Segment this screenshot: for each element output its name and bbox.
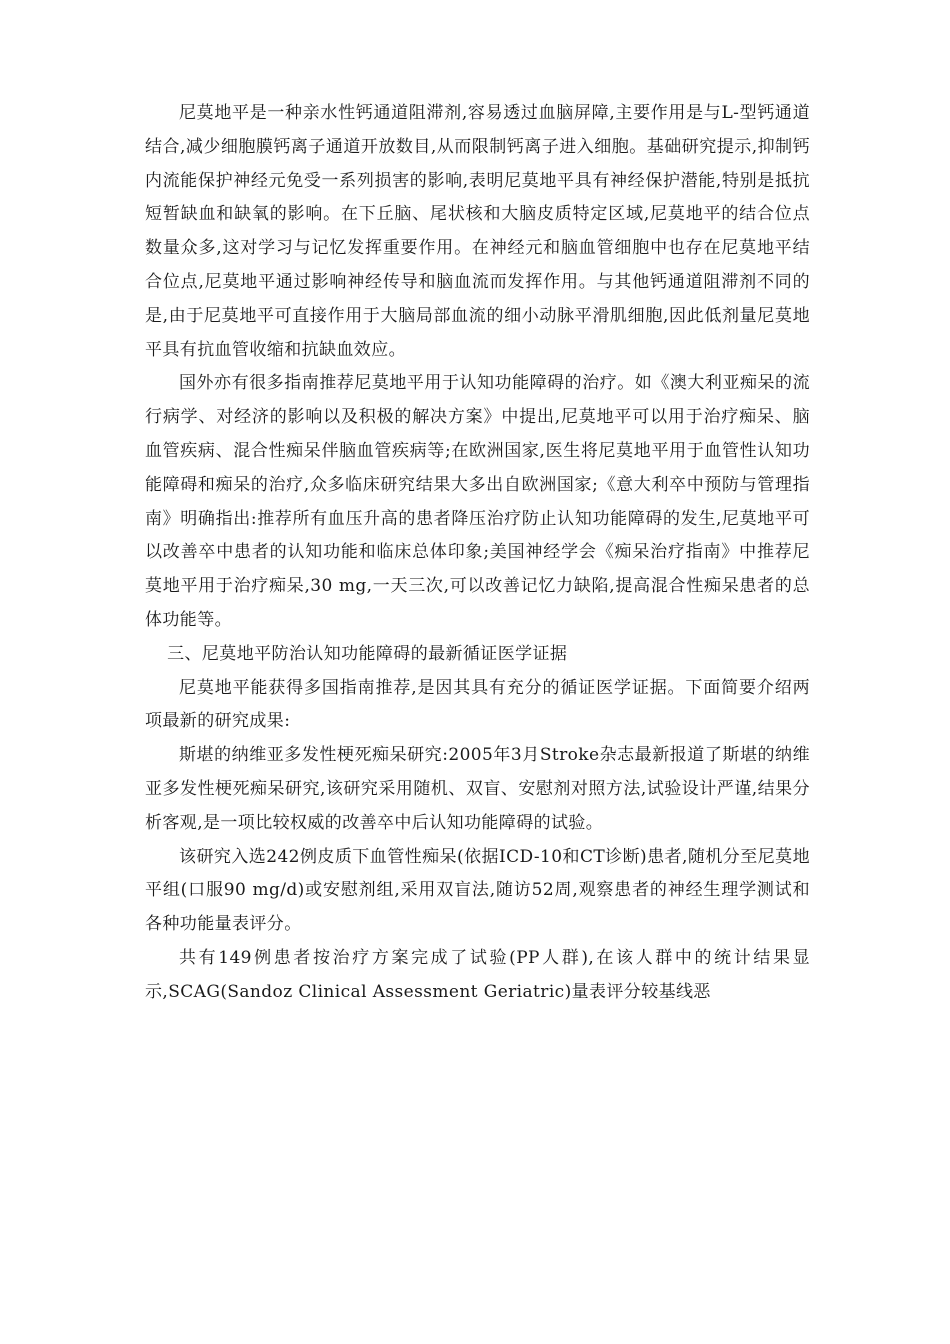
paragraph-study-results: 共有149例患者按治疗方案完成了试验(PP人群),在该人群中的统计结果显示,SCAG(Sandoz Clinical Assessment Geriatric)量表评分较基线恶 <box>145 947 810 1002</box>
paragraph-study-design: 该研究入选242例皮质下血管性痴呆(依据ICD-10和CT诊断)患者,随机分至尼莫地平组(口服90 mg/d)或安慰剂组,采用双盲法,随访52周,观察患者的神经生理学测试和各种功能量表评分。 <box>145 846 810 935</box>
paragraph-scandinavian-study: 斯堪的纳维亚多发性梗死痴呆研究:2005年3月Stroke杂志最新报道了斯堪的纳维亚多发性梗死痴呆研究,该研究采用随机、双盲、安慰剂对照方法,试验设计严谨,结果分析客观,是一项比较权威的改善卒中后认知功能障碍的试验。 <box>145 745 810 833</box>
section-heading-evidence: 三、尼莫地平防治认知功能障碍的最新循证医学证据 <box>167 643 568 664</box>
paragraph-nimodipine-mechanism: 尼莫地平是一种亲水性钙通道阻滞剂,容易透过血脑屏障,主要作用是与L-型钙通道结合,减少细胞膜钙离子通道开放数目,从而限制钙离子进入细胞。基础研究提示,抑制钙内流能保护神经元免受一系列损害的影响,表明尼莫地平具有神经保护潜能,特别是抵抗短暂缺血和缺氧的影响。在下丘脑、尾状核和大脑皮质特定区域,尼莫地平的结合位点数量众多,这对学习与记忆发挥重要作用。在神经元和脑血管细胞中也存在尼莫地平结合位点,尼莫地平通过影响神经传导和脑血流而发挥作用。与其他钙通道阻滞剂不同的是,由于尼莫地平可直接作用于大脑局部血流的细小动脉平滑肌细胞,因此低剂量尼莫地平具有抗血管收缩和抗缺血效应。 <box>145 103 810 360</box>
paragraph-evidence-intro: 尼莫地平能获得多国指南推荐,是因其具有充分的循证医学证据。下面简要介绍两项最新的研究成果: <box>145 677 810 732</box>
document-body <box>145 97 810 1010</box>
paragraph-international-guidelines: 国外亦有很多指南推荐尼莫地平用于认知功能障碍的治疗。如《澳大利亚痴呆的流行病学、对经济的影响以及积极的解决方案》中提出,尼莫地平可以用于治疗痴呆、脑血管疾病、混合性痴呆伴脑血管疾病等;在欧洲国家,医生将尼莫地平用于血管性认知功能障碍和痴呆的治疗,众多临床研究结果大多出自欧洲国家;《意大利卒中预防与管理指南》明确指出:推荐所有血压升高的患者降压治疗防止认知功能障碍的发生,尼莫地平可以改善卒中患者的认知功能和临床总体印象;美国神经学会《痴呆治疗指南》中推荐尼莫地平用于治疗痴呆,30 mg,一天三次,可以改善记忆力缺陷,提高混合性痴呆患者的总体功能等。 <box>145 373 810 630</box>
